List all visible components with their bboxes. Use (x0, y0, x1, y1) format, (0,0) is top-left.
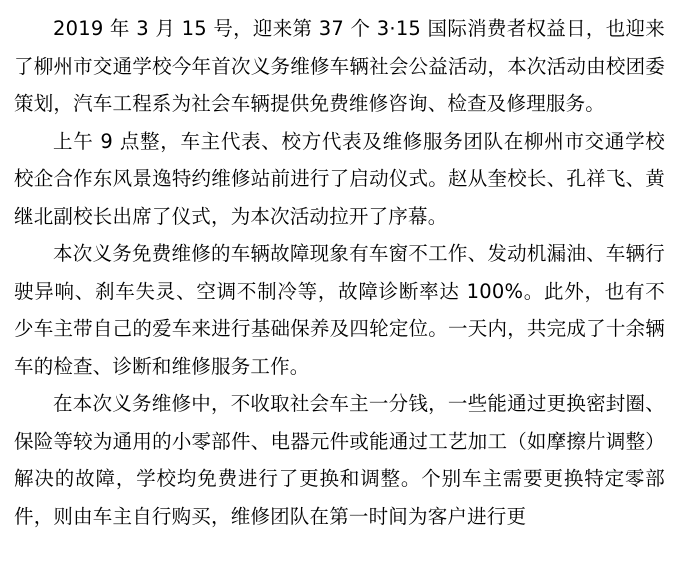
paragraph: 在本次义务维修中，不收取社会车主一分钱，一些能通过更换密封圈、保险等较为通用的小零部件、电器元件或能通过工艺加工（如摩擦片调整）解决的故障，学校均免费进行了更换和调整。个别车主需要更换特定零部件，则由车主自行购买，维修团队在第一时间为客户进行更 (14, 392, 665, 528)
paragraph: 上午 9 点整，车主代表、校方代表及维修服务团队在柳州市交通学校校企合作东风景逸特约维修站前进行了启动仪式。赵从奎校长、孔祥飞、黄继北副校长出席了仪式，为本次活动拉开了序幕。 (14, 129, 665, 228)
paragraph: 2019 年 3 月 15 号，迎来第 37 个 3·15 国际消费者权益日，也迎来了柳州市交通学校今年首次义务维修车辆社会公益活动，本次活动由校团委策划，汽车工程系为社会车辆提供免费维修咨询、检查及修理服务。 (14, 17, 665, 115)
document-body (14, 10, 665, 535)
paragraph: 本次义务免费维修的车辆故障现象有车窗不工作、发动机漏油、车辆行驶异响、刹车失灵、空调不制冷等，故障诊断率达 100%。此外，也有不少车主带自己的爱车来进行基础保养及四轮定位。一天内，共完成了十余辆车的检查、诊断和维修服务工作。 (14, 242, 665, 378)
